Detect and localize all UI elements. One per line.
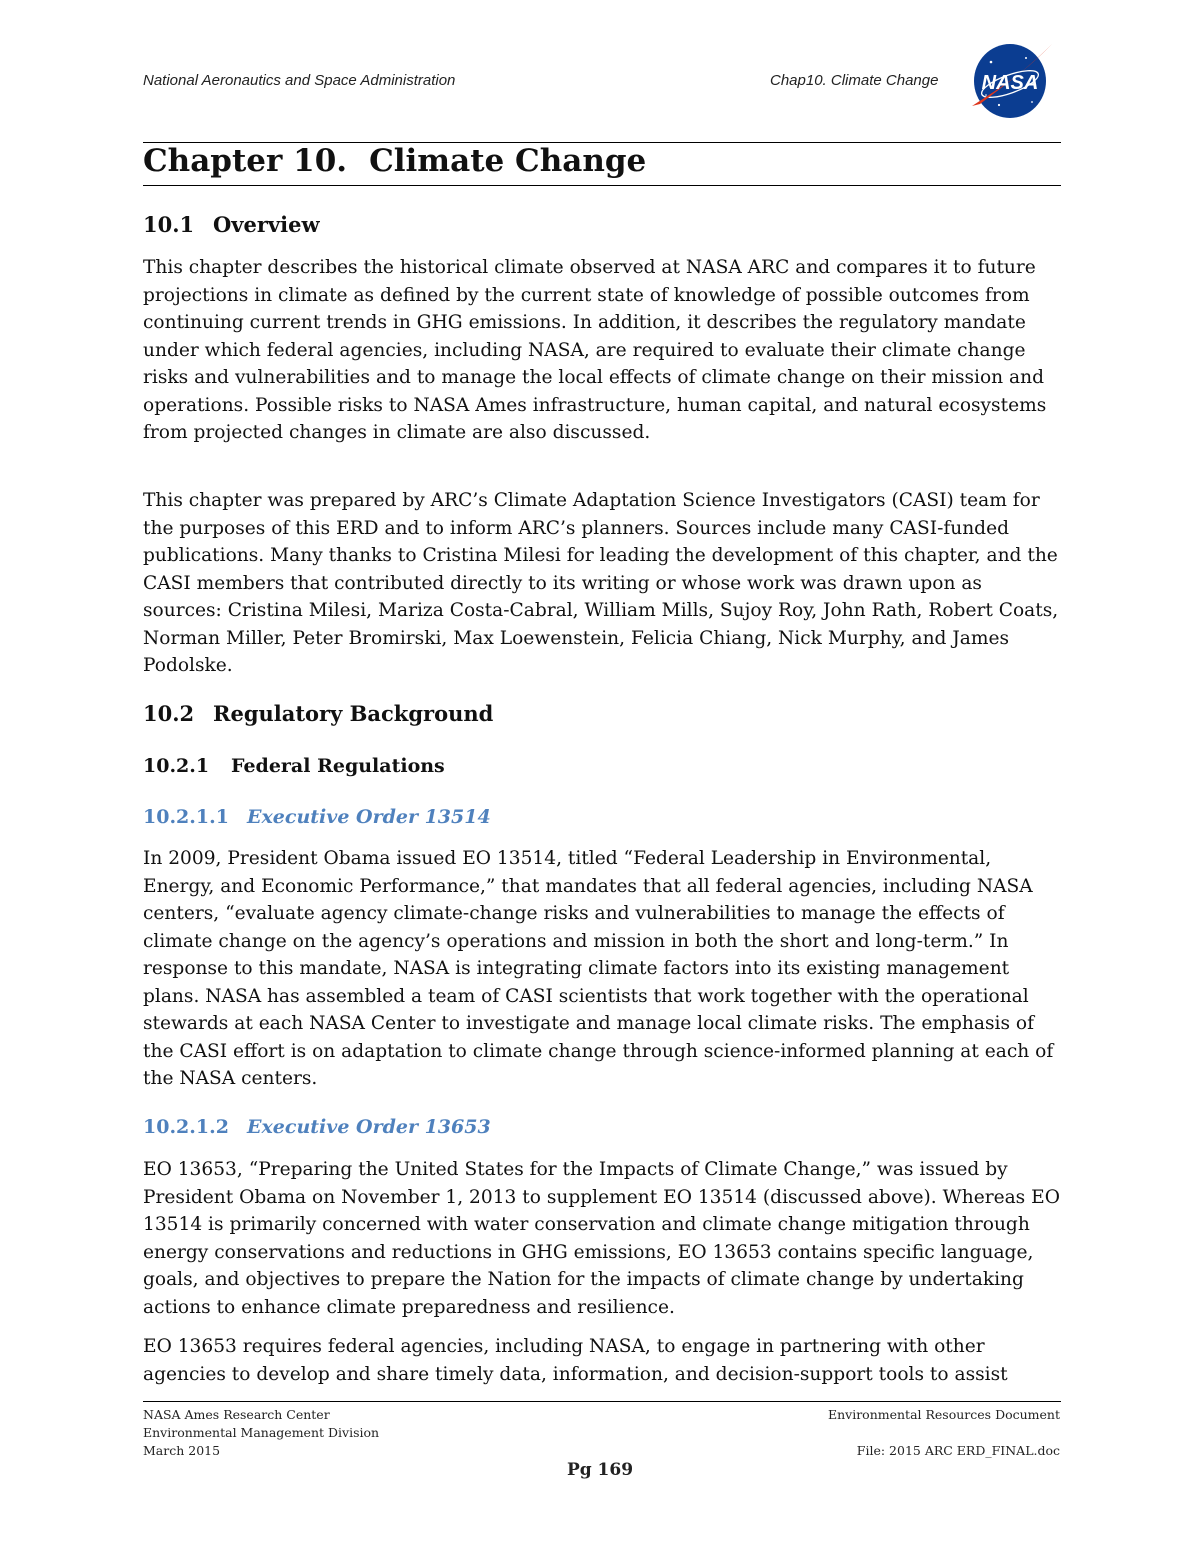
footer-file: File: 2015 ARC ERD_FINAL.doc [856,1443,1060,1458]
subsubsection-heading-eo13514 [143,806,491,828]
eo13653-paragraph-1: EO 13653, “Preparing the United States for the Impacts of Climate Change,” was issued by President Obama on November 1, 2013 to supplement EO 13514 (discussed above). Whereas EO 13514 is primarily concerned with water conservation and climate change mitigation through energy conservations and reductions in GHG emissions, EO 13653 contains specific language, goals, and objectives to prepare the Nation for the impacts of climate change by undertaking actions to enhance climate preparedness and resilience. [143,1159,1060,1318]
eo13514-paragraph: In 2009, President Obama issued EO 13514, titled “Federal Leadership in Environmental, Energy, and Economic Performance,” that mandates that all federal agencies, including NASA centers, “evaluate agency climate-change risks and vulnerabilities to manage the effects of climate change on the agency’s operations and mission in both the short and long-term.” In response to this mandate, NASA is integrating climate factors into its existing management plans. NASA has assembled a team of CASI scientists that work together with the operational stewards at each NASA Center to investigate and manage local climate risks. The emphasis of the CASI effort is on adaptation to climate change through science-informed planning at each of the NASA centers. [143,848,1054,1089]
subsection-number: 10.2.1 [143,755,210,777]
nasa-logo-icon [966,40,1056,122]
footer-rule [143,1401,1061,1402]
subsubsection-number: 10.2.1.2 [143,1116,229,1138]
section-number: 10.1 [143,212,195,237]
section-title: Regulatory Background [213,701,494,726]
header-agency: National Aeronautics and Space Administration [143,72,456,89]
chapter-number: Chapter 10. [143,143,348,179]
footer-division: Environmental Management Division [143,1425,380,1440]
nasa-logo-text: NASA [981,72,1039,94]
header-chapter-label: Chap10. Climate Change [770,72,939,89]
subsubsection-title: Executive Order 13653 [247,1116,491,1138]
footer-date: March 2015 [143,1443,221,1458]
section-title: Overview [213,212,320,237]
section-number: 10.2 [143,701,195,726]
section-heading-regulatory [143,701,493,726]
footer-doc-title: Environmental Resources Document [827,1407,1060,1422]
page-number: Pg 169 [566,1460,634,1480]
subsubsection-title: Executive Order 13514 [247,806,491,828]
title-bottom-rule [143,185,1061,186]
section-heading-overview [143,212,320,237]
footer-right [828,1406,1060,1460]
chapter-name: Climate Change [369,143,647,179]
overview-paragraph-1: This chapter describes the historical climate observed at NASA ARC and compares it to future projections in climate as defined by the current state of knowledge of possible outcomes from continuing current trends in GHG emissions. In addition, it describes the regulatory mandate under which federal agencies, including NASA, are required to evaluate their climate change risks and vulnerabilities and to manage the local effects of climate change on their mission and operations. Possible risks to NASA Ames infrastructure, human capital, and natural ecosystems from projected changes in climate are also discussed. [143,257,1047,443]
subsubsection-heading-eo13653 [143,1116,491,1138]
subsection-title: Federal Regulations [231,755,445,777]
subsection-heading-federal [143,755,445,777]
subsubsection-number: 10.2.1.1 [143,806,229,828]
footer-left [143,1406,379,1460]
chapter-title [143,143,646,179]
eo13653-paragraph-2: EO 13653 requires federal agencies, including NASA, to engage in partnering with other agencies to develop and share timely data, information, and decision-support tools to assist [143,1336,1008,1385]
overview-paragraph-2: This chapter was prepared by ARC’s Climate Adaptation Science Investigators (CASI) team for the purposes of this ERD and to inform ARC’s planners. Sources include many CASI-funded publications. Many thanks to Cristina Milesi for leading the development of this chapter, and the CASI members that contributed directly to its writing or whose work was drawn upon as sources: Cristina Milesi, Mariza Costa-Cabral, William Mills, Sujoy Roy, John Rath, Robert Coats, Norman Miller, Peter Bromirski, Max Loewenstein, Felicia Chiang, Nick Murphy, and James Podolske. [143,490,1059,676]
footer-org: NASA Ames Research Center [143,1407,330,1422]
